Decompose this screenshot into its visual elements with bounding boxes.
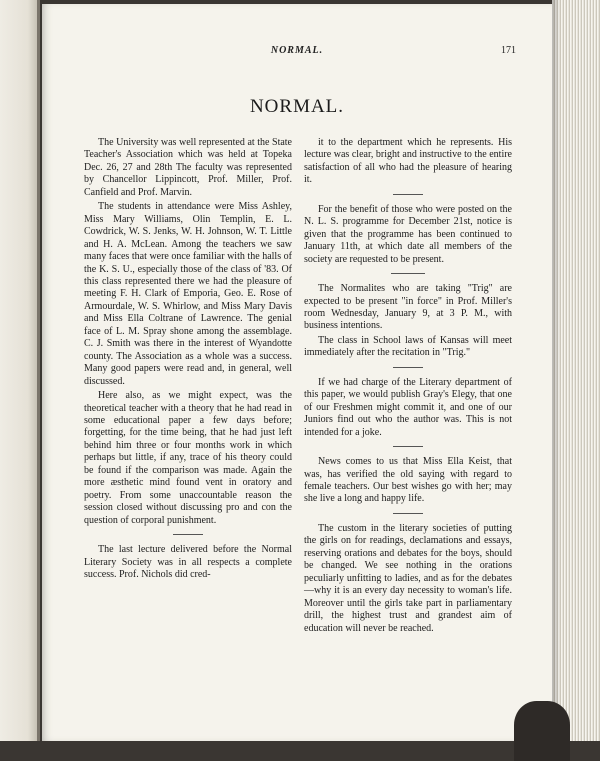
section-divider bbox=[173, 534, 203, 535]
paragraph: The class in School laws of Kansas will meet immediately after the recitation in "Trig." bbox=[304, 334, 512, 359]
book-page-edges bbox=[552, 0, 600, 741]
book-page bbox=[42, 4, 552, 741]
paragraph: it to the department which he represents. His lecture was clear, bright and instructive to the entire satisfaction of all who had the pleasure of hearing it. bbox=[304, 137, 512, 186]
paragraph: If we had charge of the Literary department of this paper, we would publish Gray's Elegy, that one of our Freshmen might commit it, and one of our Juniors find out who the author was. This is not intended for a joke. bbox=[304, 376, 512, 438]
paragraph: The custom in the literary societies of putting the girls on for readings, declamations and essays, reserving orations and debates for the boys, should be changed. We see nothing in the orations peculiarly unfitting to ladies, and as for the debates—why it is an every day necessity to woman's life. Moreover until the girls take part in parliamentary drill, the highest trust and grandest aim of education will never be reached. bbox=[304, 522, 512, 634]
section-divider bbox=[393, 446, 423, 447]
paragraph: For the benefit of those who were posted on the N. L. S. programme for December 21st, notice is given that the programme has been continued to January 11th, at which date all members of the society are requested to be present. bbox=[304, 203, 512, 265]
paragraph: The students in attendance were Miss Ashley, Miss Mary Williams, Olin Templin, E. L. Cowdrick, W. S. Jenks, W. H. Johnson, W. T. Little and H. A. McLean. Among the teachers we saw many faces that were once familiar with the halls of the K. S. U., especially those of the class of '83. Of this class represented there we had the pleasure of meeting F. H. Clark of Emporia, Geo. E. Rose of Armourdale, W. S. Whirlow, and Miss Mary Davis and Miss Ella Coltrane of Lawrence. The genial face of L. M. Spray shone among the assemblage. C. J. Smith was there in the interest of Wyandotte county. The Association as a whole was a success. Many good papers were read and, in general, well discussed. bbox=[84, 201, 292, 387]
section-divider bbox=[393, 513, 423, 514]
running-title: NORMAL. bbox=[270, 45, 324, 56]
paragraph: The University was well represented at the State Teacher's Association which was held at Topeka Dec. 26, 27 and 28th The faculty was represented by Chancellor Lippincott, Prof. Miller, Prof. Canfield and Prof. Marvin. bbox=[84, 137, 292, 198]
article-title: NORMAL. bbox=[249, 96, 345, 117]
thumb-shadow bbox=[514, 701, 570, 761]
right-column bbox=[304, 137, 512, 637]
paragraph: The last lecture delivered before the Normal Literary Society was in all respects a complete success. Prof. Nichols did cred- bbox=[84, 544, 292, 580]
page-number: 171 bbox=[501, 45, 516, 56]
paragraph: Here also, as we might expect, was the theoretical teacher with a theory that he had read in some educational paper a few days before; forgetting, for the time being, that he had just left behind him three or four months work in which perhaps but little, if any, trace of his theory could be found if the comparison was made. Again the more æsthetic mind found vent in oratory and poetry. From some unaccountable reason the session closed without discussing pro and con the question of corporal punishment. bbox=[84, 390, 292, 526]
paragraph: The Normalites who are taking "Trig" are expected to be present "in force" in Prof. Miller's room Wednesday, January 9, at 3 P. M., with business intentions. bbox=[304, 283, 512, 332]
section-divider bbox=[393, 194, 423, 195]
left-column bbox=[84, 137, 292, 583]
paragraph: News comes to us that Miss Ella Keist, that was, has verified the old saying with regard to female teachers. Our best wishes go with her; may she live a long and happy life. bbox=[304, 456, 512, 505]
section-divider bbox=[393, 367, 423, 368]
facing-page-edge bbox=[0, 0, 40, 741]
section-divider bbox=[391, 273, 425, 274]
